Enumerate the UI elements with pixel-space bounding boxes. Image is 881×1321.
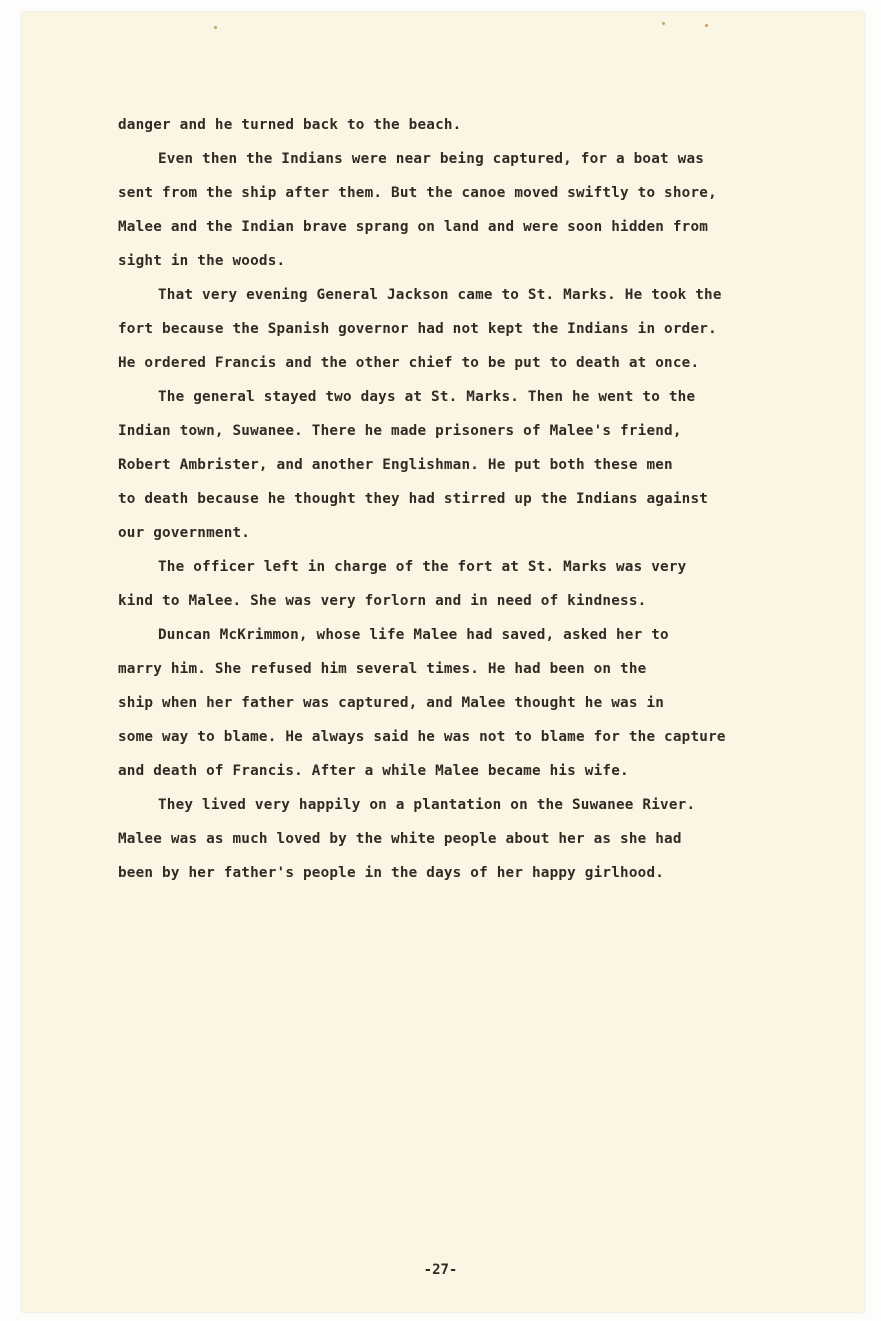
text-line: He ordered Francis and the other chief to be put to death at once. xyxy=(118,355,700,371)
paragraph xyxy=(118,108,818,142)
text-line: Malee and the Indian brave sprang on land and were soon hidden from xyxy=(118,219,709,235)
text-line: sent from the ship after them. But the canoe moved swiftly to shore, xyxy=(118,185,717,201)
text-line: The general stayed two days at St. Marks. Then he went to the xyxy=(158,389,696,405)
paragraph xyxy=(118,550,818,618)
text-line: ship when her father was captured, and Malee thought he was in xyxy=(118,695,665,711)
text-line: and death of Francis. After a while Malee became his wife. xyxy=(118,763,629,779)
text-line: Malee was as much loved by the white people about her as she had xyxy=(118,831,682,847)
paper-speck xyxy=(705,24,708,27)
text-line: The officer left in charge of the fort at St. Marks was very xyxy=(158,559,687,575)
page-number: -27- xyxy=(423,1262,458,1278)
text-line: Even then the Indians were near being captured, for a boat was xyxy=(158,151,705,167)
paper-speck xyxy=(662,22,665,25)
text-line: danger and he turned back to the beach. xyxy=(118,117,462,133)
paper-speck xyxy=(214,26,217,29)
paragraph xyxy=(118,380,818,550)
text-line: to death because he thought they had stirred up the Indians against xyxy=(118,491,709,507)
text-line: been by her father's people in the days of her happy girlhood. xyxy=(118,865,665,881)
paragraph xyxy=(118,142,818,278)
paragraph xyxy=(118,278,818,380)
page-body xyxy=(118,108,818,890)
text-line: sight in the woods. xyxy=(118,253,286,269)
text-line: Robert Ambrister, and another Englishman. He put both these men xyxy=(118,457,673,473)
text-line: That very evening General Jackson came to St. Marks. He took the xyxy=(158,287,722,303)
text-line: some way to blame. He always said he was not to blame for the capture xyxy=(118,729,726,745)
text-line: Duncan McKrimmon, whose life Malee had saved, asked her to xyxy=(158,627,669,643)
text-line: fort because the Spanish governor had not kept the Indians in order. xyxy=(118,321,717,337)
text-line: marry him. She refused him several times. He had been on the xyxy=(118,661,647,677)
text-line: They lived very happily on a plantation on the Suwanee River. xyxy=(158,797,696,813)
text-line: our government. xyxy=(118,525,251,541)
paragraph xyxy=(118,788,818,890)
text-line: Indian town, Suwanee. There he made prisoners of Malee's friend, xyxy=(118,423,682,439)
text-line: kind to Malee. She was very forlorn and in need of kindness. xyxy=(118,593,647,609)
paragraph xyxy=(118,618,818,788)
